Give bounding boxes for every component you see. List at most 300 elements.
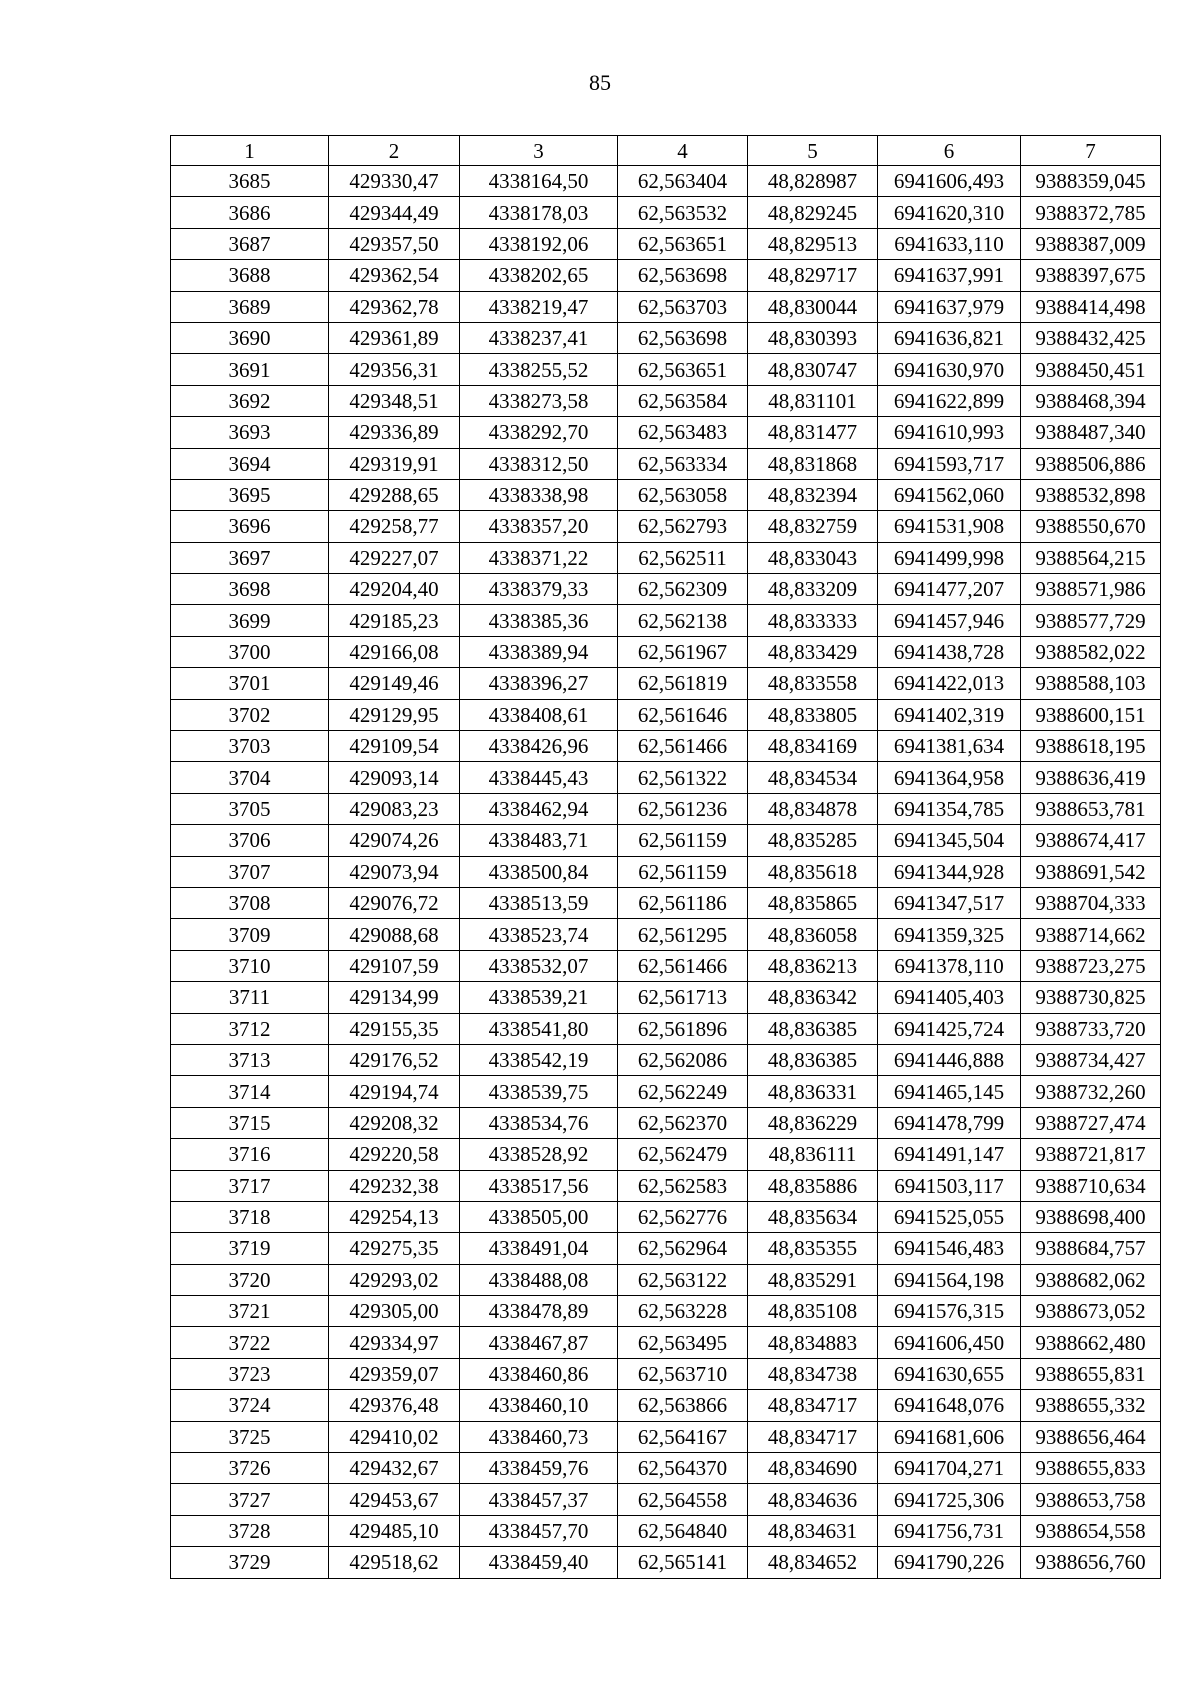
table-row	[171, 291, 1161, 322]
table-cell: 3716	[171, 1139, 329, 1170]
table-row	[171, 1264, 1161, 1295]
table-cell: 48,834690	[748, 1453, 878, 1484]
table-cell: 62,563651	[618, 354, 748, 385]
table-cell: 62,562479	[618, 1139, 748, 1170]
table-row	[171, 1453, 1161, 1484]
table-cell: 9388506,886	[1021, 448, 1161, 479]
table-row	[171, 1044, 1161, 1075]
table-cell: 429254,13	[329, 1201, 460, 1232]
table-cell: 4338528,92	[460, 1139, 618, 1170]
table-header-row	[171, 136, 1161, 166]
table-cell: 4338542,19	[460, 1044, 618, 1075]
table-row	[171, 1013, 1161, 1044]
table-cell: 48,835865	[748, 887, 878, 918]
column-header-2: 2	[329, 136, 460, 166]
table-cell: 4338255,52	[460, 354, 618, 385]
table-row	[171, 605, 1161, 636]
table-cell: 6941378,110	[878, 950, 1021, 981]
table-cell: 3724	[171, 1390, 329, 1421]
table-cell: 3717	[171, 1170, 329, 1201]
table-cell: 6941790,226	[878, 1547, 1021, 1578]
table-cell: 4338500,84	[460, 856, 618, 887]
table-cell: 62,562249	[618, 1076, 748, 1107]
table-cell: 4338273,58	[460, 385, 618, 416]
table-cell: 9388734,427	[1021, 1044, 1161, 1075]
table-cell: 4338237,41	[460, 322, 618, 353]
table-cell: 48,831101	[748, 385, 878, 416]
table-cell: 4338312,50	[460, 448, 618, 479]
table-cell: 6941636,821	[878, 322, 1021, 353]
table-cell: 62,563404	[618, 166, 748, 197]
table-cell: 4338379,33	[460, 574, 618, 605]
table-row	[171, 1296, 1161, 1327]
table-cell: 9388691,542	[1021, 856, 1161, 887]
table-row	[171, 1076, 1161, 1107]
table-cell: 429336,89	[329, 417, 460, 448]
table-cell: 62,561322	[618, 762, 748, 793]
table-cell: 62,561819	[618, 668, 748, 699]
table-cell: 3693	[171, 417, 329, 448]
table-cell: 3710	[171, 950, 329, 981]
table-cell: 429330,47	[329, 166, 460, 197]
table-cell: 62,563532	[618, 197, 748, 228]
table-cell: 4338460,10	[460, 1390, 618, 1421]
table-cell: 62,563228	[618, 1296, 748, 1327]
table-row	[171, 197, 1161, 228]
table-cell: 429073,94	[329, 856, 460, 887]
table-cell: 9388655,833	[1021, 1453, 1161, 1484]
table-cell: 6941465,145	[878, 1076, 1021, 1107]
table-cell: 9388727,474	[1021, 1107, 1161, 1138]
table-cell: 9388656,760	[1021, 1547, 1161, 1578]
table-cell: 48,829513	[748, 228, 878, 259]
table-cell: 9388636,419	[1021, 762, 1161, 793]
table-cell: 48,834169	[748, 731, 878, 762]
table-row	[171, 448, 1161, 479]
table-cell: 9388397,675	[1021, 260, 1161, 291]
column-header-6: 6	[878, 136, 1021, 166]
table-cell: 4338541,80	[460, 1013, 618, 1044]
table-cell: 9388432,425	[1021, 322, 1161, 353]
table-cell: 4338292,70	[460, 417, 618, 448]
table-cell: 3712	[171, 1013, 329, 1044]
table-cell: 9388532,898	[1021, 479, 1161, 510]
table-cell: 429074,26	[329, 825, 460, 856]
table-row	[171, 574, 1161, 605]
table-cell: 6941546,483	[878, 1233, 1021, 1264]
table-row	[171, 668, 1161, 699]
table-cell: 3692	[171, 385, 329, 416]
table-cell: 62,562776	[618, 1201, 748, 1232]
table-row	[171, 762, 1161, 793]
table-cell: 62,563710	[618, 1358, 748, 1389]
table-cell: 429185,23	[329, 605, 460, 636]
table-cell: 429093,14	[329, 762, 460, 793]
table-cell: 62,563651	[618, 228, 748, 259]
table-cell: 429357,50	[329, 228, 460, 259]
table-cell: 9388723,275	[1021, 950, 1161, 981]
table-cell: 48,833429	[748, 636, 878, 667]
table-cell: 4338457,37	[460, 1484, 618, 1515]
table-cell: 3687	[171, 228, 329, 259]
table-cell: 429305,00	[329, 1296, 460, 1327]
table-cell: 9388653,758	[1021, 1484, 1161, 1515]
table-cell: 62,561466	[618, 731, 748, 762]
table-cell: 62,563495	[618, 1327, 748, 1358]
table-cell: 48,835886	[748, 1170, 878, 1201]
table-cell: 3720	[171, 1264, 329, 1295]
table-cell: 429134,99	[329, 982, 460, 1013]
table-cell: 9388618,195	[1021, 731, 1161, 762]
table-cell: 48,833043	[748, 542, 878, 573]
table-cell: 4338534,76	[460, 1107, 618, 1138]
table-cell: 9388372,785	[1021, 197, 1161, 228]
table-cell: 62,562511	[618, 542, 748, 573]
table-cell: 48,834636	[748, 1484, 878, 1515]
table-cell: 3725	[171, 1421, 329, 1452]
table-cell: 3700	[171, 636, 329, 667]
table-cell: 48,834534	[748, 762, 878, 793]
table-row	[171, 825, 1161, 856]
table-cell: 6941622,899	[878, 385, 1021, 416]
table-cell: 429258,77	[329, 511, 460, 542]
table-cell: 6941359,325	[878, 919, 1021, 950]
table-cell: 429348,51	[329, 385, 460, 416]
table-cell: 4338457,70	[460, 1515, 618, 1546]
table-cell: 9388684,757	[1021, 1233, 1161, 1264]
table-cell: 429176,52	[329, 1044, 460, 1075]
table-cell: 9388710,634	[1021, 1170, 1161, 1201]
table-cell: 429109,54	[329, 731, 460, 762]
table-row	[171, 1107, 1161, 1138]
table-cell: 9388714,662	[1021, 919, 1161, 950]
table-cell: 62,561236	[618, 793, 748, 824]
table-cell: 62,561466	[618, 950, 748, 981]
table-cell: 48,831868	[748, 448, 878, 479]
table-row	[171, 1327, 1161, 1358]
table-cell: 4338164,50	[460, 166, 618, 197]
table-cell: 3714	[171, 1076, 329, 1107]
table-cell: 429288,65	[329, 479, 460, 510]
table-cell: 6941606,493	[878, 166, 1021, 197]
table-cell: 4338389,94	[460, 636, 618, 667]
table-cell: 429194,74	[329, 1076, 460, 1107]
table-cell: 4338467,87	[460, 1327, 618, 1358]
table-cell: 62,563698	[618, 322, 748, 353]
table-cell: 48,835618	[748, 856, 878, 887]
table-cell: 62,564558	[618, 1484, 748, 1515]
table-cell: 48,834738	[748, 1358, 878, 1389]
table-cell: 429361,89	[329, 322, 460, 353]
column-header-5: 5	[748, 136, 878, 166]
table-cell: 3718	[171, 1201, 329, 1232]
table-cell: 9388662,480	[1021, 1327, 1161, 1358]
table-cell: 62,561896	[618, 1013, 748, 1044]
table-cell: 48,834652	[748, 1547, 878, 1578]
table-cell: 4338385,36	[460, 605, 618, 636]
column-header-3: 3	[460, 136, 618, 166]
table-cell: 6941354,785	[878, 793, 1021, 824]
table-cell: 6941347,517	[878, 887, 1021, 918]
table-cell: 429275,35	[329, 1233, 460, 1264]
table-cell: 429453,67	[329, 1484, 460, 1515]
table-cell: 62,563058	[618, 479, 748, 510]
table-cell: 48,835355	[748, 1233, 878, 1264]
table-row	[171, 793, 1161, 824]
table-cell: 62,563698	[618, 260, 748, 291]
table-cell: 9388653,781	[1021, 793, 1161, 824]
table-cell: 62,563122	[618, 1264, 748, 1295]
table-cell: 48,835108	[748, 1296, 878, 1327]
table-cell: 9388564,215	[1021, 542, 1161, 573]
table-cell: 429376,48	[329, 1390, 460, 1421]
table-cell: 4338517,56	[460, 1170, 618, 1201]
table-cell: 3715	[171, 1107, 329, 1138]
column-header-1: 1	[171, 136, 329, 166]
table-cell: 4338491,04	[460, 1233, 618, 1264]
table-cell: 3686	[171, 197, 329, 228]
table-cell: 6941491,147	[878, 1139, 1021, 1170]
table-cell: 3727	[171, 1484, 329, 1515]
table-cell: 9388577,729	[1021, 605, 1161, 636]
table-cell: 48,833209	[748, 574, 878, 605]
table-cell: 6941503,117	[878, 1170, 1021, 1201]
table-cell: 48,836342	[748, 982, 878, 1013]
table-cell: 9388655,831	[1021, 1358, 1161, 1389]
table-cell: 3699	[171, 605, 329, 636]
table-cell: 429362,78	[329, 291, 460, 322]
table-cell: 4338462,94	[460, 793, 618, 824]
table-row	[171, 260, 1161, 291]
table-row	[171, 1358, 1161, 1389]
table-cell: 62,563334	[618, 448, 748, 479]
table-cell: 48,836058	[748, 919, 878, 950]
table-cell: 9388674,417	[1021, 825, 1161, 856]
table-cell: 48,829717	[748, 260, 878, 291]
table-cell: 6941422,013	[878, 668, 1021, 699]
table-cell: 9388721,817	[1021, 1139, 1161, 1170]
table-cell: 3728	[171, 1515, 329, 1546]
table-cell: 48,830044	[748, 291, 878, 322]
table-cell: 4338357,20	[460, 511, 618, 542]
table-cell: 429155,35	[329, 1013, 460, 1044]
table-cell: 4338202,65	[460, 260, 618, 291]
table-cell: 429204,40	[329, 574, 460, 605]
table-cell: 6941457,946	[878, 605, 1021, 636]
table-cell: 6941610,993	[878, 417, 1021, 448]
table-cell: 429107,59	[329, 950, 460, 981]
table-row	[171, 354, 1161, 385]
table-cell: 9388732,260	[1021, 1076, 1161, 1107]
table-cell: 4338505,00	[460, 1201, 618, 1232]
table-row	[171, 479, 1161, 510]
table-cell: 62,563703	[618, 291, 748, 322]
table-cell: 429088,68	[329, 919, 460, 950]
page-number: 85	[589, 70, 611, 95]
table-row	[171, 1390, 1161, 1421]
table-cell: 3713	[171, 1044, 329, 1075]
table-cell: 4338219,47	[460, 291, 618, 322]
table-cell: 3726	[171, 1453, 329, 1484]
table-cell: 6941345,504	[878, 825, 1021, 856]
table-cell: 429432,67	[329, 1453, 460, 1484]
table-cell: 9388387,009	[1021, 228, 1161, 259]
table-cell: 3711	[171, 982, 329, 1013]
table-cell: 6941344,928	[878, 856, 1021, 887]
table-cell: 429518,62	[329, 1547, 460, 1578]
table-body	[171, 166, 1161, 1579]
table-cell: 9388698,400	[1021, 1201, 1161, 1232]
table-cell: 3702	[171, 699, 329, 730]
table-row	[171, 982, 1161, 1013]
table-cell: 62,561713	[618, 982, 748, 1013]
table-cell: 4338459,40	[460, 1547, 618, 1578]
table-cell: 429319,91	[329, 448, 460, 479]
table-cell: 429359,07	[329, 1358, 460, 1389]
table-cell: 429129,95	[329, 699, 460, 730]
table-cell: 62,561159	[618, 825, 748, 856]
table-cell: 3685	[171, 166, 329, 197]
table-cell: 48,836229	[748, 1107, 878, 1138]
table-cell: 4338445,43	[460, 762, 618, 793]
table-cell: 62,563584	[618, 385, 748, 416]
table-cell: 62,562086	[618, 1044, 748, 1075]
table-cell: 4338396,27	[460, 668, 618, 699]
table-cell: 9388450,451	[1021, 354, 1161, 385]
table-cell: 48,830747	[748, 354, 878, 385]
table-cell: 6941648,076	[878, 1390, 1021, 1421]
table-cell: 6941633,110	[878, 228, 1021, 259]
table-cell: 6941477,207	[878, 574, 1021, 605]
table-row	[171, 1201, 1161, 1232]
table-cell: 3707	[171, 856, 329, 887]
table-cell: 9388655,332	[1021, 1390, 1161, 1421]
table-row	[171, 542, 1161, 573]
table-cell: 6941478,799	[878, 1107, 1021, 1138]
table-cell: 3695	[171, 479, 329, 510]
table-row	[171, 887, 1161, 918]
table-cell: 48,834631	[748, 1515, 878, 1546]
table-cell: 3703	[171, 731, 329, 762]
table-row	[171, 1547, 1161, 1578]
table-row	[171, 1421, 1161, 1452]
table-cell: 62,562370	[618, 1107, 748, 1138]
table-cell: 62,562793	[618, 511, 748, 542]
table-cell: 3723	[171, 1358, 329, 1389]
table-cell: 48,832394	[748, 479, 878, 510]
table-cell: 48,836111	[748, 1139, 878, 1170]
table-cell: 48,828987	[748, 166, 878, 197]
table-cell: 6941593,717	[878, 448, 1021, 479]
table-cell: 4338460,86	[460, 1358, 618, 1389]
table-row	[171, 166, 1161, 197]
table-cell: 3729	[171, 1547, 329, 1578]
column-header-4: 4	[618, 136, 748, 166]
table-cell: 6941438,728	[878, 636, 1021, 667]
table-cell: 9388733,720	[1021, 1013, 1161, 1044]
table-cell: 6941381,634	[878, 731, 1021, 762]
table-cell: 9388414,498	[1021, 291, 1161, 322]
table-cell: 429149,46	[329, 668, 460, 699]
table-row	[171, 919, 1161, 950]
table-cell: 3704	[171, 762, 329, 793]
table-row	[171, 417, 1161, 448]
table-cell: 9388656,464	[1021, 1421, 1161, 1452]
table-row	[171, 1139, 1161, 1170]
table-row	[171, 322, 1161, 353]
table-cell: 62,564167	[618, 1421, 748, 1452]
table-cell: 429208,32	[329, 1107, 460, 1138]
table-cell: 6941637,991	[878, 260, 1021, 291]
table-cell: 4338408,61	[460, 699, 618, 730]
table-cell: 6941499,998	[878, 542, 1021, 573]
table-cell: 62,561646	[618, 699, 748, 730]
table-cell: 429344,49	[329, 197, 460, 228]
table-cell: 429220,58	[329, 1139, 460, 1170]
table-cell: 4338426,96	[460, 731, 618, 762]
table-cell: 6941637,979	[878, 291, 1021, 322]
table-cell: 6941364,958	[878, 762, 1021, 793]
column-header-7: 7	[1021, 136, 1161, 166]
table-cell: 429410,02	[329, 1421, 460, 1452]
table-cell: 3691	[171, 354, 329, 385]
table-cell: 48,833333	[748, 605, 878, 636]
table-cell: 9388682,062	[1021, 1264, 1161, 1295]
table-cell: 6941425,724	[878, 1013, 1021, 1044]
table-cell: 6941525,055	[878, 1201, 1021, 1232]
table-cell: 3690	[171, 322, 329, 353]
table-cell: 9388600,151	[1021, 699, 1161, 730]
table-row	[171, 1170, 1161, 1201]
table-row	[171, 385, 1161, 416]
table-cell: 6941756,731	[878, 1515, 1021, 1546]
table-cell: 4338338,98	[460, 479, 618, 510]
table-cell: 429293,02	[329, 1264, 460, 1295]
table-cell: 9388730,825	[1021, 982, 1161, 1013]
table-row	[171, 636, 1161, 667]
table-cell: 62,563483	[618, 417, 748, 448]
table-cell: 429485,10	[329, 1515, 460, 1546]
table-cell: 6941446,888	[878, 1044, 1021, 1075]
table-cell: 9388673,052	[1021, 1296, 1161, 1327]
table-cell: 4338192,06	[460, 228, 618, 259]
table-cell: 9388704,333	[1021, 887, 1161, 918]
table-cell: 429076,72	[329, 887, 460, 918]
table-cell: 3689	[171, 291, 329, 322]
table-cell: 48,829245	[748, 197, 878, 228]
table-cell: 9388550,670	[1021, 511, 1161, 542]
table-row	[171, 1233, 1161, 1264]
table-cell: 62,561295	[618, 919, 748, 950]
table-cell: 9388487,340	[1021, 417, 1161, 448]
table-cell: 6941562,060	[878, 479, 1021, 510]
table-cell: 62,562964	[618, 1233, 748, 1264]
table-cell: 6941620,310	[878, 197, 1021, 228]
table-cell: 62,564840	[618, 1515, 748, 1546]
table-cell: 48,830393	[748, 322, 878, 353]
table-cell: 4338178,03	[460, 197, 618, 228]
table-cell: 3697	[171, 542, 329, 573]
table-cell: 9388359,045	[1021, 166, 1161, 197]
table-cell: 48,834878	[748, 793, 878, 824]
table-row	[171, 731, 1161, 762]
table-cell: 6941681,606	[878, 1421, 1021, 1452]
table-cell: 48,836385	[748, 1013, 878, 1044]
table-cell: 429232,38	[329, 1170, 460, 1201]
table-cell: 3688	[171, 260, 329, 291]
table-cell: 6941405,403	[878, 982, 1021, 1013]
table-cell: 6941606,450	[878, 1327, 1021, 1358]
